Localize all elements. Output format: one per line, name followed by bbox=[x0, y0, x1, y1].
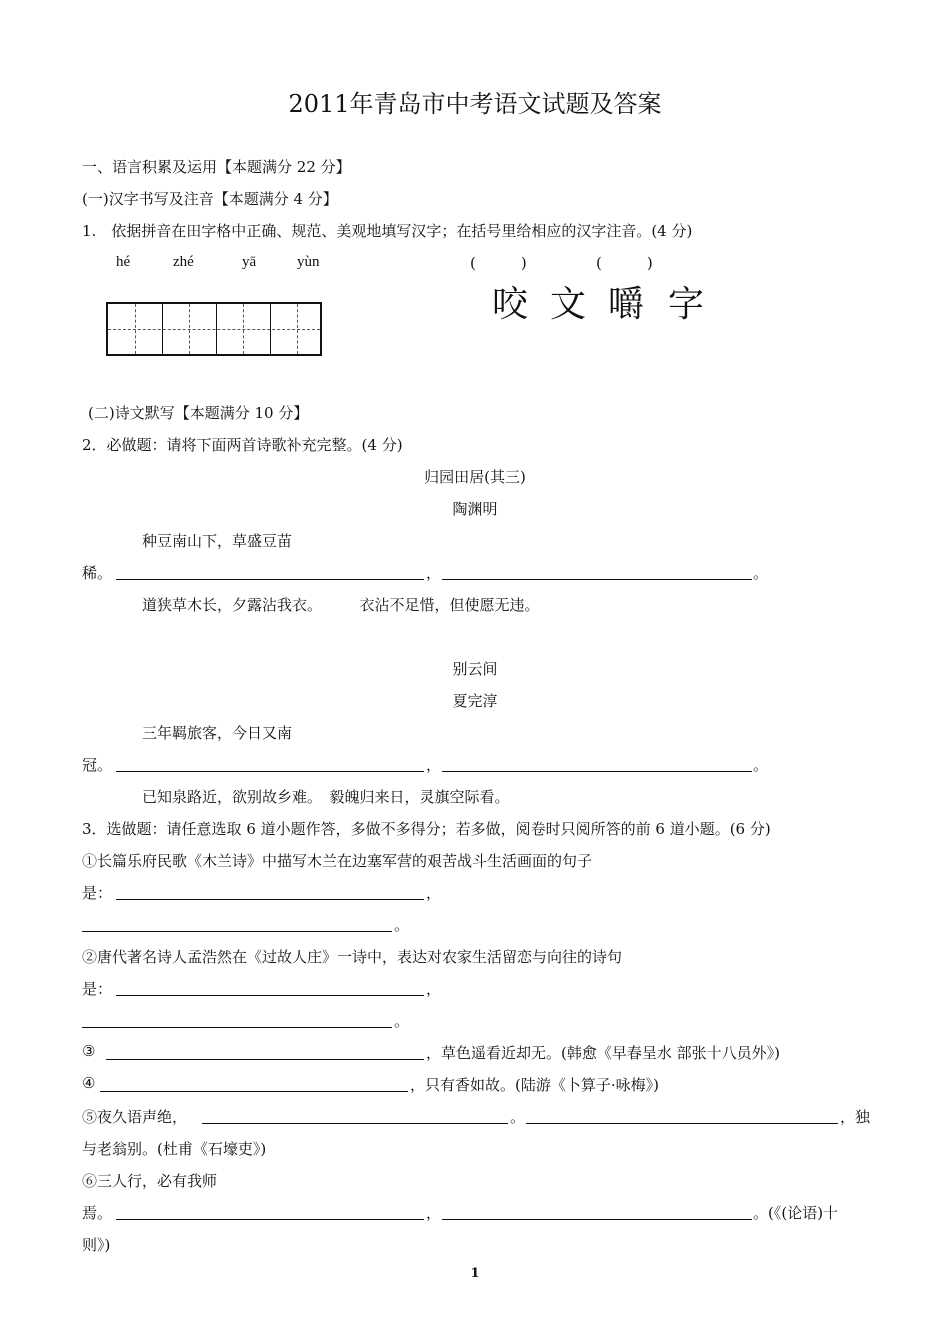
char-3: 嚼 bbox=[608, 284, 645, 325]
answer-blank[interactable] bbox=[202, 1123, 508, 1124]
item-5-cont: 与老翁别。(杜甫《石壕吏》) bbox=[82, 1140, 267, 1158]
answer-blank[interactable] bbox=[116, 995, 424, 996]
answer-blank[interactable] bbox=[442, 771, 752, 772]
answer-blank[interactable] bbox=[442, 579, 752, 580]
poem-line: 种豆南山下，草盛豆苗 bbox=[142, 532, 293, 550]
answer-blank[interactable] bbox=[106, 1059, 424, 1060]
punct: 。 bbox=[510, 1108, 526, 1126]
punct: 。 bbox=[753, 756, 769, 774]
pinyin-2: zhé bbox=[173, 254, 194, 270]
subsection-heading: (一)汉字书写及注音【本题满分 4 分】 bbox=[82, 190, 338, 208]
answer-blank[interactable] bbox=[526, 1123, 838, 1124]
item-4-num: ④ bbox=[82, 1074, 96, 1092]
item-2-start: 是： bbox=[82, 980, 113, 998]
punct: 。 bbox=[394, 916, 410, 934]
poem-author: 陶渊明 bbox=[452, 500, 498, 518]
subsection-heading: (二)诗文默写【本题满分 10 分】 bbox=[88, 404, 309, 422]
tianzige-grid[interactable] bbox=[106, 302, 322, 356]
punct: 。 bbox=[394, 1012, 410, 1030]
poem-title: 归园田居(其三) bbox=[424, 468, 526, 486]
item-3-num: ③ bbox=[82, 1042, 96, 1060]
punct: ， bbox=[426, 1204, 442, 1222]
answer-blank[interactable] bbox=[100, 1091, 408, 1092]
answer-blank[interactable] bbox=[82, 931, 392, 932]
question-2: 2．必做题：请将下面两首诗歌补充完整。(4 分) bbox=[82, 436, 403, 454]
item-5-start: ⑤夜久语声绝， bbox=[82, 1108, 188, 1126]
question-3: 3．选做题：请任意选取 6 道小题作答，多做不多得分；若多做，阅卷时只阅所答的前 6 道小题。(6 分) bbox=[82, 820, 771, 838]
poem-line-start: 稀。 bbox=[82, 564, 113, 582]
char-2: 文 bbox=[550, 284, 587, 325]
item-1-prompt: ①长篇乐府民歌《木兰诗》中描写木兰在边塞军营的艰苦战斗生活画面的句子 bbox=[82, 852, 593, 870]
section-heading: 一、语言积累及运用【本题满分 22 分】 bbox=[82, 158, 351, 176]
answer-blank[interactable] bbox=[82, 1027, 392, 1028]
page-number: 1 bbox=[470, 1266, 480, 1281]
poem-line: 道狭草木长，夕露沾我衣。 衣沾不足惜，但使愿无违。 bbox=[142, 596, 540, 614]
char-4: 字 bbox=[668, 284, 705, 325]
poem-author: 夏完淳 bbox=[452, 692, 498, 710]
answer-blank[interactable] bbox=[116, 1219, 424, 1220]
item-1-start: 是： bbox=[82, 884, 113, 902]
pinyin-3: yā bbox=[242, 254, 257, 270]
punct: ， bbox=[426, 756, 442, 774]
pinyin-4: yùn bbox=[297, 254, 320, 270]
punct: ， bbox=[426, 564, 442, 582]
punct: ， bbox=[426, 884, 442, 902]
poem-line: 已知泉路近，欲别故乡难。 毅魄归来日，灵旗空际看。 bbox=[142, 788, 510, 806]
item-3-end: ，草色遥看近却无。(韩愈《早春呈水 部张十八员外》) bbox=[426, 1044, 780, 1062]
question-1: 1. 依据拼音在田字格中正确、规范、美观地填写汉字；在括号里给相应的汉字注音。(4 分) bbox=[82, 222, 693, 240]
punct: 。 bbox=[753, 564, 769, 582]
answer-blank[interactable] bbox=[116, 771, 424, 772]
pinyin-1: hé bbox=[116, 254, 131, 270]
item-6-prompt: ⑥三人行，必有我师 bbox=[82, 1172, 218, 1190]
phonetic-paren-1[interactable]: ( ) bbox=[470, 254, 527, 272]
item-6-start: 焉。 bbox=[82, 1204, 113, 1222]
answer-blank[interactable] bbox=[116, 899, 424, 900]
answer-blank[interactable] bbox=[442, 1219, 752, 1220]
item-5-end: ，独 bbox=[840, 1108, 871, 1126]
char-1: 咬 bbox=[492, 284, 529, 325]
answer-blank[interactable] bbox=[116, 579, 424, 580]
phonetic-paren-2[interactable]: ( ) bbox=[596, 254, 653, 272]
item-4-end: ，只有香如故。(陆游《卜算子·咏梅》) bbox=[410, 1076, 659, 1094]
page-title: 2011年青岛市中考语文试题及答案 bbox=[288, 90, 662, 118]
grid-guide bbox=[108, 329, 320, 330]
item-6-cont: 则》) bbox=[82, 1236, 111, 1254]
poem-title: 别云间 bbox=[452, 660, 498, 678]
poem-line: 三年羁旅客，今日又南 bbox=[142, 724, 293, 742]
item-6-end: 。(《(论语)十 bbox=[753, 1204, 839, 1222]
item-2-prompt: ②唐代著名诗人孟浩然在《过故人庄》一诗中，表达对农家生活留恋与向往的诗句 bbox=[82, 948, 623, 966]
punct: ， bbox=[426, 980, 442, 998]
poem-line-start: 冠。 bbox=[82, 756, 113, 774]
